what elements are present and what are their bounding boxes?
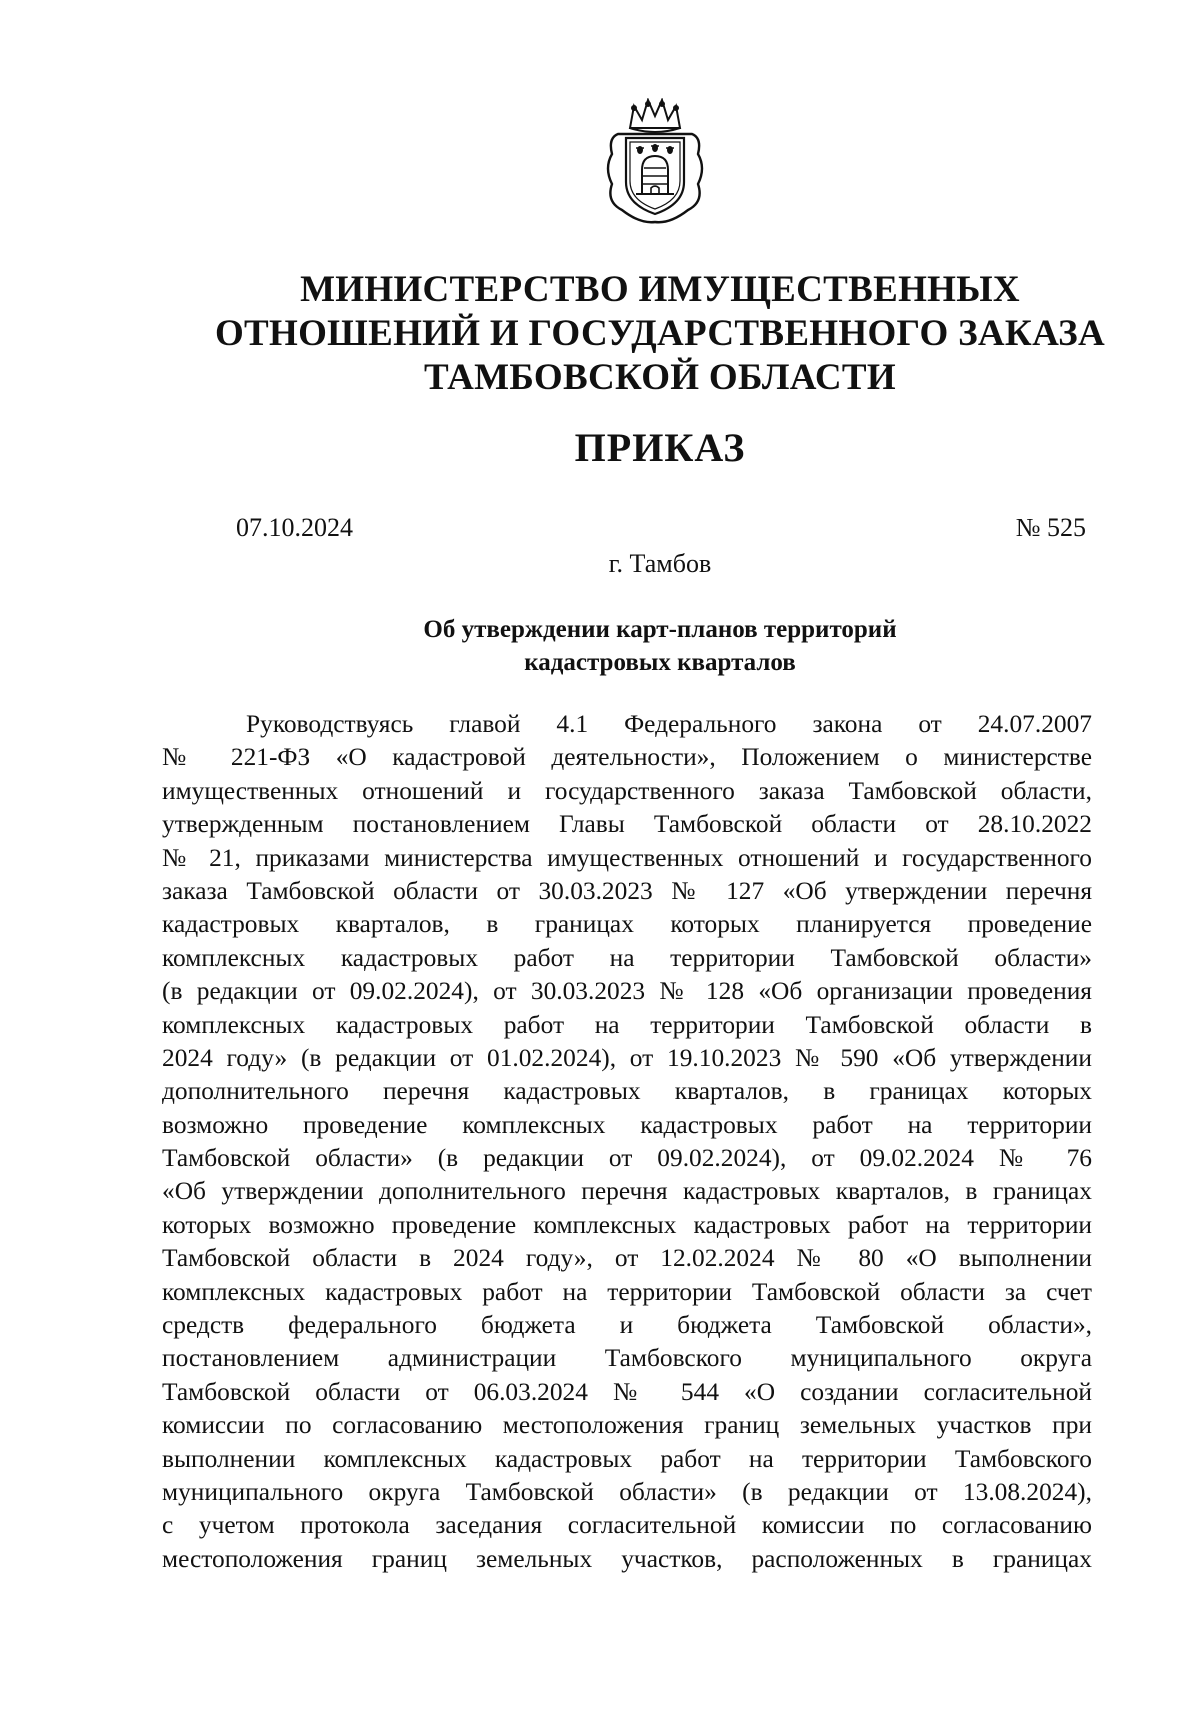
body-line: с учетом протокола заседания согласительной комиссии по согласованию	[162, 1511, 1092, 1540]
body-line: возможно проведение комплексных кадастровых работ на территории	[162, 1110, 1092, 1139]
document-type: ПРИКАЗ	[574, 425, 746, 470]
body-line: комиссии по согласованию местоположения границ земельных участков при	[162, 1411, 1092, 1440]
ministry-name-line-2: ОТНОШЕНИЙ И ГОСУДАРСТВЕННОГО ЗАКАЗА	[214, 313, 1106, 354]
document-city: г. Тамбов	[608, 549, 712, 578]
body-line: кадастровых кварталов, в границах которых планируется проведение	[162, 910, 1092, 939]
document-number: № 525	[1015, 513, 1086, 542]
subject-line-1: Об утверждении карт-планов территорий	[423, 616, 897, 643]
body-line: выполнении комплексных кадастровых работ на территории Тамбовского	[162, 1444, 1092, 1473]
body-line: средств федерального бюджета и бюджета Тамбовской области»,	[162, 1311, 1092, 1340]
body-line: Тамбовской области от 06.03.2024 № 544 «О создании согласительной	[162, 1377, 1092, 1406]
body-line: заказа Тамбовской области от 30.03.2023 № 127 «Об утверждении перечня	[162, 876, 1092, 905]
document-date: 07.10.2024	[236, 513, 353, 542]
body-line: муниципального округа Тамбовской области» (в редакции от 13.08.2024),	[162, 1477, 1092, 1506]
body-line: Тамбовской области» (в редакции от 09.02.2024), от 09.02.2024 № 76	[162, 1144, 1092, 1173]
body-line: комплексных кадастровых работ на территории Тамбовской области»	[162, 943, 1092, 972]
body-line: местоположения границ земельных участков, расположенных в границах	[162, 1544, 1092, 1573]
ministry-name	[130, 268, 1190, 400]
body-line: постановлением администрации Тамбовского муниципального округа	[162, 1344, 1092, 1373]
body-line: № 221-ФЗ «О кадастровой деятельности», Положением о министерстве	[162, 743, 1092, 772]
subject-line-2: кадастровых кварталов	[524, 649, 796, 676]
body-line: утвержденным постановлением Главы Тамбовской области от 28.10.2022	[162, 810, 1092, 839]
document-body	[162, 708, 1092, 1576]
body-line: имущественных отношений и государственного заказа Тамбовской области,	[162, 776, 1092, 805]
body-line: 2024 году» (в редакции от 01.02.2024), от 19.10.2023 № 590 «Об утверждении	[162, 1043, 1092, 1072]
body-line: № 21, приказами министерства имущественных отношений и государственного	[162, 843, 1092, 872]
coat-of-arms-icon	[600, 98, 710, 226]
ministry-name-line-3: ТАМБОВСКОЙ ОБЛАСТИ	[424, 357, 896, 398]
document-meta-row	[236, 512, 1086, 544]
body-line: Руководствуясь главой 4.1 Федерального закона от 24.07.2007	[246, 710, 1092, 738]
body-line: которых возможно проведение комплексных кадастровых работ на территории	[162, 1210, 1092, 1239]
document-subject	[130, 613, 1190, 679]
body-line: комплексных кадастровых работ на территории Тамбовской области за счет	[162, 1277, 1092, 1306]
body-line: дополнительного перечня кадастровых кварталов, в границах которых	[162, 1077, 1092, 1106]
body-line: «Об утверждении дополнительного перечня кадастровых кварталов, в границах	[162, 1177, 1092, 1206]
body-line: (в редакции от 09.02.2024), от 30.03.2023 № 128 «Об организации проведения	[162, 977, 1092, 1006]
body-line: комплексных кадастровых работ на территории Тамбовской области в	[162, 1010, 1092, 1039]
ministry-name-line-1: МИНИСТЕРСТВО ИМУЩЕСТВЕННЫХ	[300, 269, 1020, 310]
body-line: Тамбовской области в 2024 году», от 12.02.2024 № 80 «О выполнении	[162, 1244, 1092, 1273]
